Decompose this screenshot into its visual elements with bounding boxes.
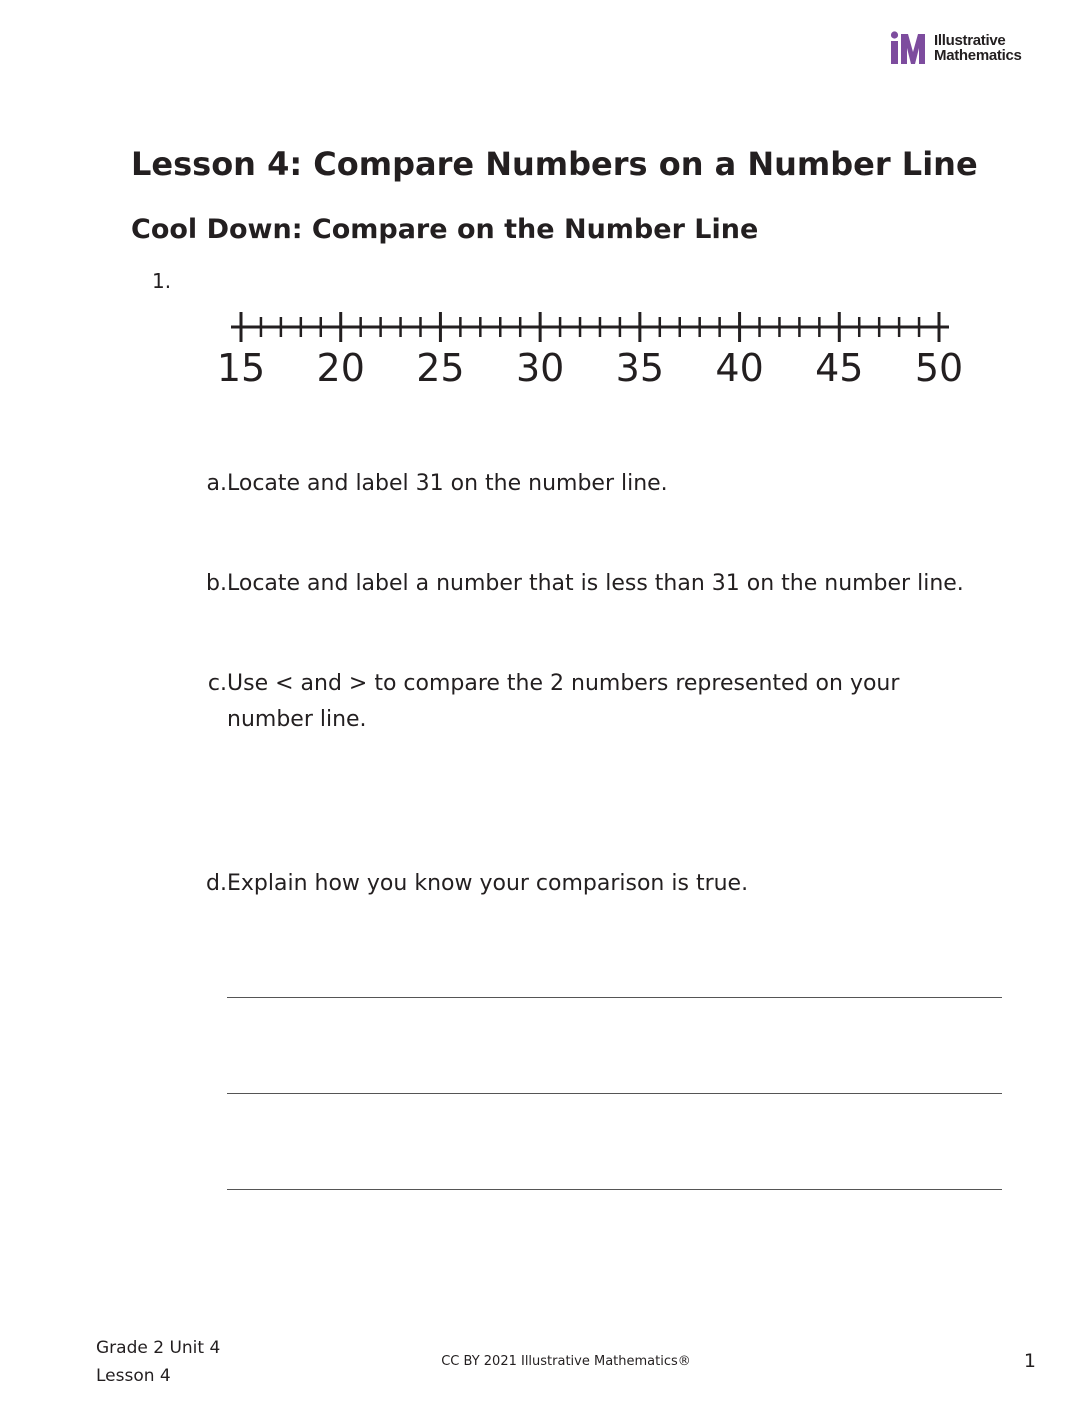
number-line-label: 30 xyxy=(515,346,565,390)
logo-wordmark xyxy=(934,33,1022,63)
page-number: 1 xyxy=(1023,1350,1036,1372)
answer-line[interactable] xyxy=(227,1093,1002,1094)
number-line-labels xyxy=(217,346,963,390)
part-b xyxy=(190,566,1010,602)
part-c-letter: c. xyxy=(207,671,227,696)
number-line-label: 45 xyxy=(815,346,864,390)
number-line-label: 15 xyxy=(216,346,266,390)
footer-copyright: CC BY 2021 Illustrative Mathematics® xyxy=(441,1354,691,1369)
number-line-label: 25 xyxy=(416,346,465,390)
number-line-label: 50 xyxy=(914,346,964,390)
logo-word-mathematics: Mathematics xyxy=(934,47,1022,64)
part-b-letter: b. xyxy=(206,571,227,596)
answer-line[interactable] xyxy=(227,997,1002,998)
footer-grade-unit: Grade 2 Unit 4 xyxy=(96,1338,221,1358)
answer-line[interactable] xyxy=(227,1189,1002,1190)
lesson-title: Lesson 4: Compare Numbers on a Number Line xyxy=(131,145,978,183)
problem-number: 1. xyxy=(152,269,172,293)
part-b-text: Locate and label a number that is less than 31 on the number line. xyxy=(227,571,964,596)
section-title: Cool Down: Compare on the Number Line xyxy=(131,214,759,245)
part-d-letter: d. xyxy=(206,871,227,896)
logo-word-illustrative: Illustrative xyxy=(934,32,1006,49)
part-c xyxy=(190,666,1010,738)
number-line-label: 35 xyxy=(615,346,665,390)
part-c-text: Use < and > to compare the 2 numbers represented on your number line. xyxy=(227,671,900,732)
part-d-text: Explain how you know your comparison is true. xyxy=(227,871,749,896)
part-a xyxy=(190,466,1010,502)
number-line-label: 40 xyxy=(715,346,764,390)
im-logo-icon xyxy=(890,30,930,66)
footer-lesson: Lesson 4 xyxy=(96,1366,171,1386)
part-a-text: Locate and label 31 on the number line. xyxy=(227,471,668,496)
number-line-label: 20 xyxy=(316,346,365,390)
number-line[interactable] xyxy=(0,290,1088,400)
part-d xyxy=(190,866,1010,902)
part-a-letter: a. xyxy=(206,471,227,496)
illustrative-mathematics-logo xyxy=(890,30,1022,66)
